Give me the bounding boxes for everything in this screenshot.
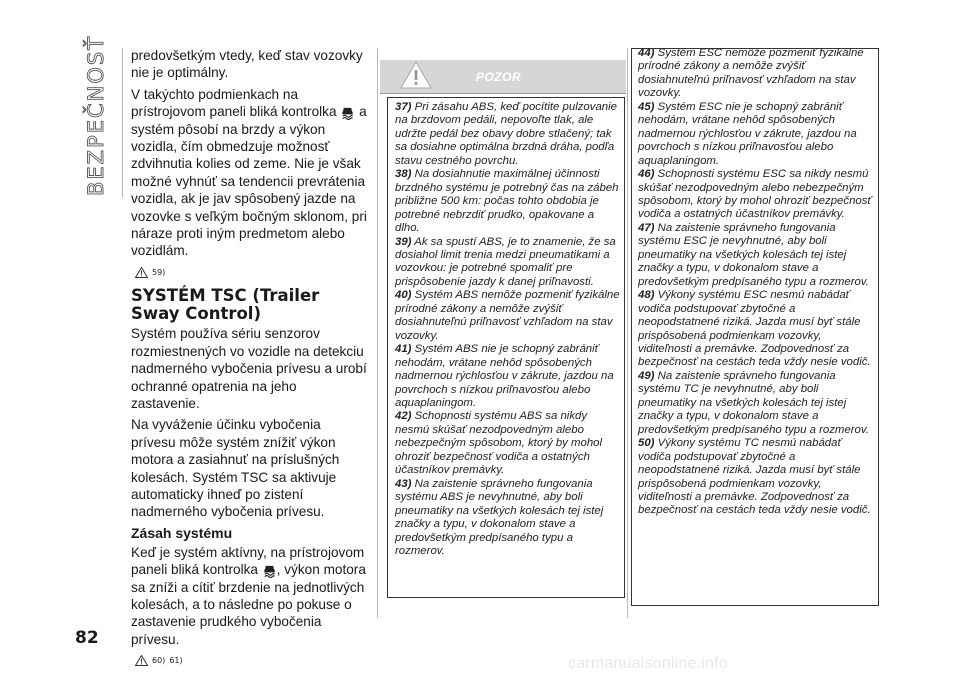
warning-item-number: 50) [638, 437, 655, 450]
warning-reference [135, 264, 369, 281]
skid-warning-icon [262, 563, 277, 578]
main-text-column [131, 47, 369, 676]
warning-item-number: 42) [395, 410, 412, 423]
warning-list-right [638, 47, 875, 518]
warning-item-text: Ak sa spustí ABS, je to znamenie, že sa dosiahol limit trenia medzi pneumatikami a vozovkou: je potrebné spomaliť pre prispôsobenie jazdy k danej priľnavosti. [395, 235, 616, 288]
section-heading: SYSTÉM TSC (Trailer Sway Control) [131, 286, 320, 324]
warning-item-text: Na dosiahnutie maximálnej účinnosti brzdného systému je potrebný čas na zábeh približne 500 km: počas tohto obdobia je potrebné nebrzdiť prudko, opakovane a dlho. [395, 168, 619, 235]
warning-item-number: 44) [638, 47, 655, 59]
warning-item-number: 41) [395, 343, 412, 356]
section-side-title: BEZPEČNOSŤ [84, 34, 108, 196]
warning-item-text: Na zaistenie správneho fungovania systému ABS je nevyhnutné, aby boli pneumatiky na všetkých kolesách tej istej značky a typu, v dokonalom stave a predovšetkým predpísaného typu a rozmerov. [395, 477, 604, 557]
warning-item-number: 49) [638, 369, 655, 382]
warning-item [395, 478, 620, 559]
subsection-heading: Zásah systému [131, 524, 233, 541]
warning-item-number: 38) [395, 168, 412, 181]
warning-item-text: Pri zásahu ABS, keď pocítite pulzovanie na brzdovom pedáli, nepovoľte tlak, ale udržte pedál bez obavy dobre stlačený; tak sa dosiahne optimálna brzdná dráha, podľa stavu cestného povrchu. [395, 101, 617, 167]
column-divider-left [122, 48, 123, 198]
warning-item-text: Systém ABS nie je schopný zabrániť nehodám, vrátane nehôd spôsobených nadmernou rýchlosťou v zákrute, jazdou na povrchoch s nízkou priľnavosťou alebo aquaplaningom. [395, 343, 614, 409]
warning-item-number: 39) [395, 235, 412, 248]
warning-item-text: Na zaistenie správneho fungovania systému TC je nevyhnutné, aby boli pneumatiky na všetkých kolesách tej istej značky a typu, v dokonalom stave a predovšetkým predpísaného typu a rozmerov. [638, 369, 869, 436]
reference-number: 61) [169, 656, 183, 666]
warning-item [638, 370, 875, 437]
warning-triangle-icon [400, 61, 432, 89]
warning-item [638, 437, 875, 518]
warning-item [395, 101, 620, 168]
paragraph: Na vyváženie účinku vybočenia prívesu môže systém znížiť výkon motora a zasiahnuť na príslušných kolesách. Systém TSC sa aktivuje automaticky ihneď po zistení nadmerného vybočenia prívesu. [131, 417, 340, 520]
warning-item-text: Systém ABS nemôže pozmeniť fyzikálne prírodné zákony a nemôže zvýšiť dosiahnuteľnú priľnavosť vzhľadom na stav vozovky. [395, 289, 620, 342]
warning-item [638, 168, 875, 222]
warning-item-text: Systém ESC nemôže pozmeniť fyzikálne prírodné zákony a nemôže zvýšiť dosiahnuteľnú priľnavosť vzhľadom na stav vozovky. [638, 47, 864, 100]
paragraph: Keď je systém aktívny, na prístrojovom paneli bliká kontrolka , výkon motora sa zníži a cítiť brzdenie na jednotlivých kolesách, a to následne po pokuse o zastavenie prudkého vybočenia prívesu. [131, 544, 366, 647]
warning-item [395, 236, 620, 290]
warning-item-number: 40) [395, 289, 412, 302]
warning-item [395, 410, 620, 477]
warning-item-text: Výkony systému TC nesmú nabádať vodiča podstupovať zbytočné a neopodstatnené riziká. Jazda musí byť stále prispôsobená podmienkam vozovky, viditeľnosti a premávke. Zodpovednosť za bezpečnosť na cestách teda vždy nesie vodič. [638, 437, 871, 517]
warning-item-text: Systém ESC nie je schopný zabrániť nehodám, vrátane nehôd spôsobených nadmernou rýchlosťou v zákrute, jazdou na povrchoch s nízkou priľnavosťou alebo aquaplaningom. [638, 100, 857, 167]
warning-item [638, 222, 875, 289]
warning-triangle-icon [135, 655, 148, 666]
paragraph: predovšetkým vtedy, keď stav vozovky nie je optimálny. [131, 48, 363, 81]
warning-item [638, 289, 875, 370]
warning-item-text: Schopnosti systému ESC sa nikdy nesmú skúšať nezodpovedným alebo nebezpečným spôsobom, ktorý by mohol ohroziť bezpečnosť vodiča a ostatných účastníkov premávky. [638, 168, 872, 221]
warning-item [395, 343, 620, 410]
reference-number: 59) [152, 267, 166, 277]
reference-number: 60) [152, 656, 166, 666]
warning-reference [135, 652, 369, 669]
warning-item-number: 48) [638, 289, 655, 302]
warning-item [395, 289, 620, 343]
watermark: carmanualsonline.info [568, 655, 728, 672]
warning-title: POZOR [476, 70, 522, 84]
skid-warning-icon [340, 105, 355, 120]
warning-item-number: 45) [638, 100, 655, 113]
warning-item-number: 47) [638, 221, 655, 234]
page-number: 82 [75, 628, 99, 648]
warning-item-text: Výkony systému ESC nesmú nabádať vodiča podstupovať zbytočné a neopodstatnené riziká. Jazda musí byť stále prispôsobená podmienkam vozovky, viditeľnosti a premávke. Zodpovednosť za bezpečnosť na cestách teda vždy nesie vodič. [638, 289, 871, 369]
column-divider-right [627, 48, 628, 618]
warning-triangle-icon [135, 267, 148, 278]
warning-item [395, 168, 620, 235]
column-divider-middle [377, 48, 378, 618]
warning-list-left [395, 101, 620, 558]
paragraph: V takýchto podmienkach na prístrojovom paneli bliká kontrolka a systém pôsobí na brzdy a výkon vozidla, čím obmedzuje možnosť zdvihnutia kolies od zeme. Nie je však možné vyhnúť sa tendencii prevrátenia vozidla, ak je jav spôsobený jazde na vozovke s veľkým bočným sklonom, pri náraze proti iným predmetom alebo vozidlám. [131, 86, 367, 259]
warning-item-number: 37) [395, 101, 412, 113]
warning-item-number: 46) [638, 168, 655, 181]
warning-item-text: Schopnosti systému ABS sa nikdy nesmú skúšať nezodpovedným alebo nebezpečným spôsobom, ktorý by mohol ohroziť bezpečnosť vodiča a ostatných účastníkov premávky. [395, 410, 603, 477]
warning-item-number: 43) [395, 477, 412, 490]
paragraph: Systém používa sériu senzorov rozmiestnených vo vozidle na detekciu nadmerného vybočenia prívesu a urobí ochranné opatrenia na jeho zastavenie. [131, 326, 367, 411]
warning-item-text: Na zaistenie správneho fungovania systému ESC je nevyhnutné, aby boli pneumatiky na všetkých kolesách tej istej značky a typu, v dokonalom stave a predovšetkým predpísaného typu a rozmerov. [638, 221, 869, 288]
warning-item [638, 47, 875, 101]
warning-item [638, 101, 875, 168]
